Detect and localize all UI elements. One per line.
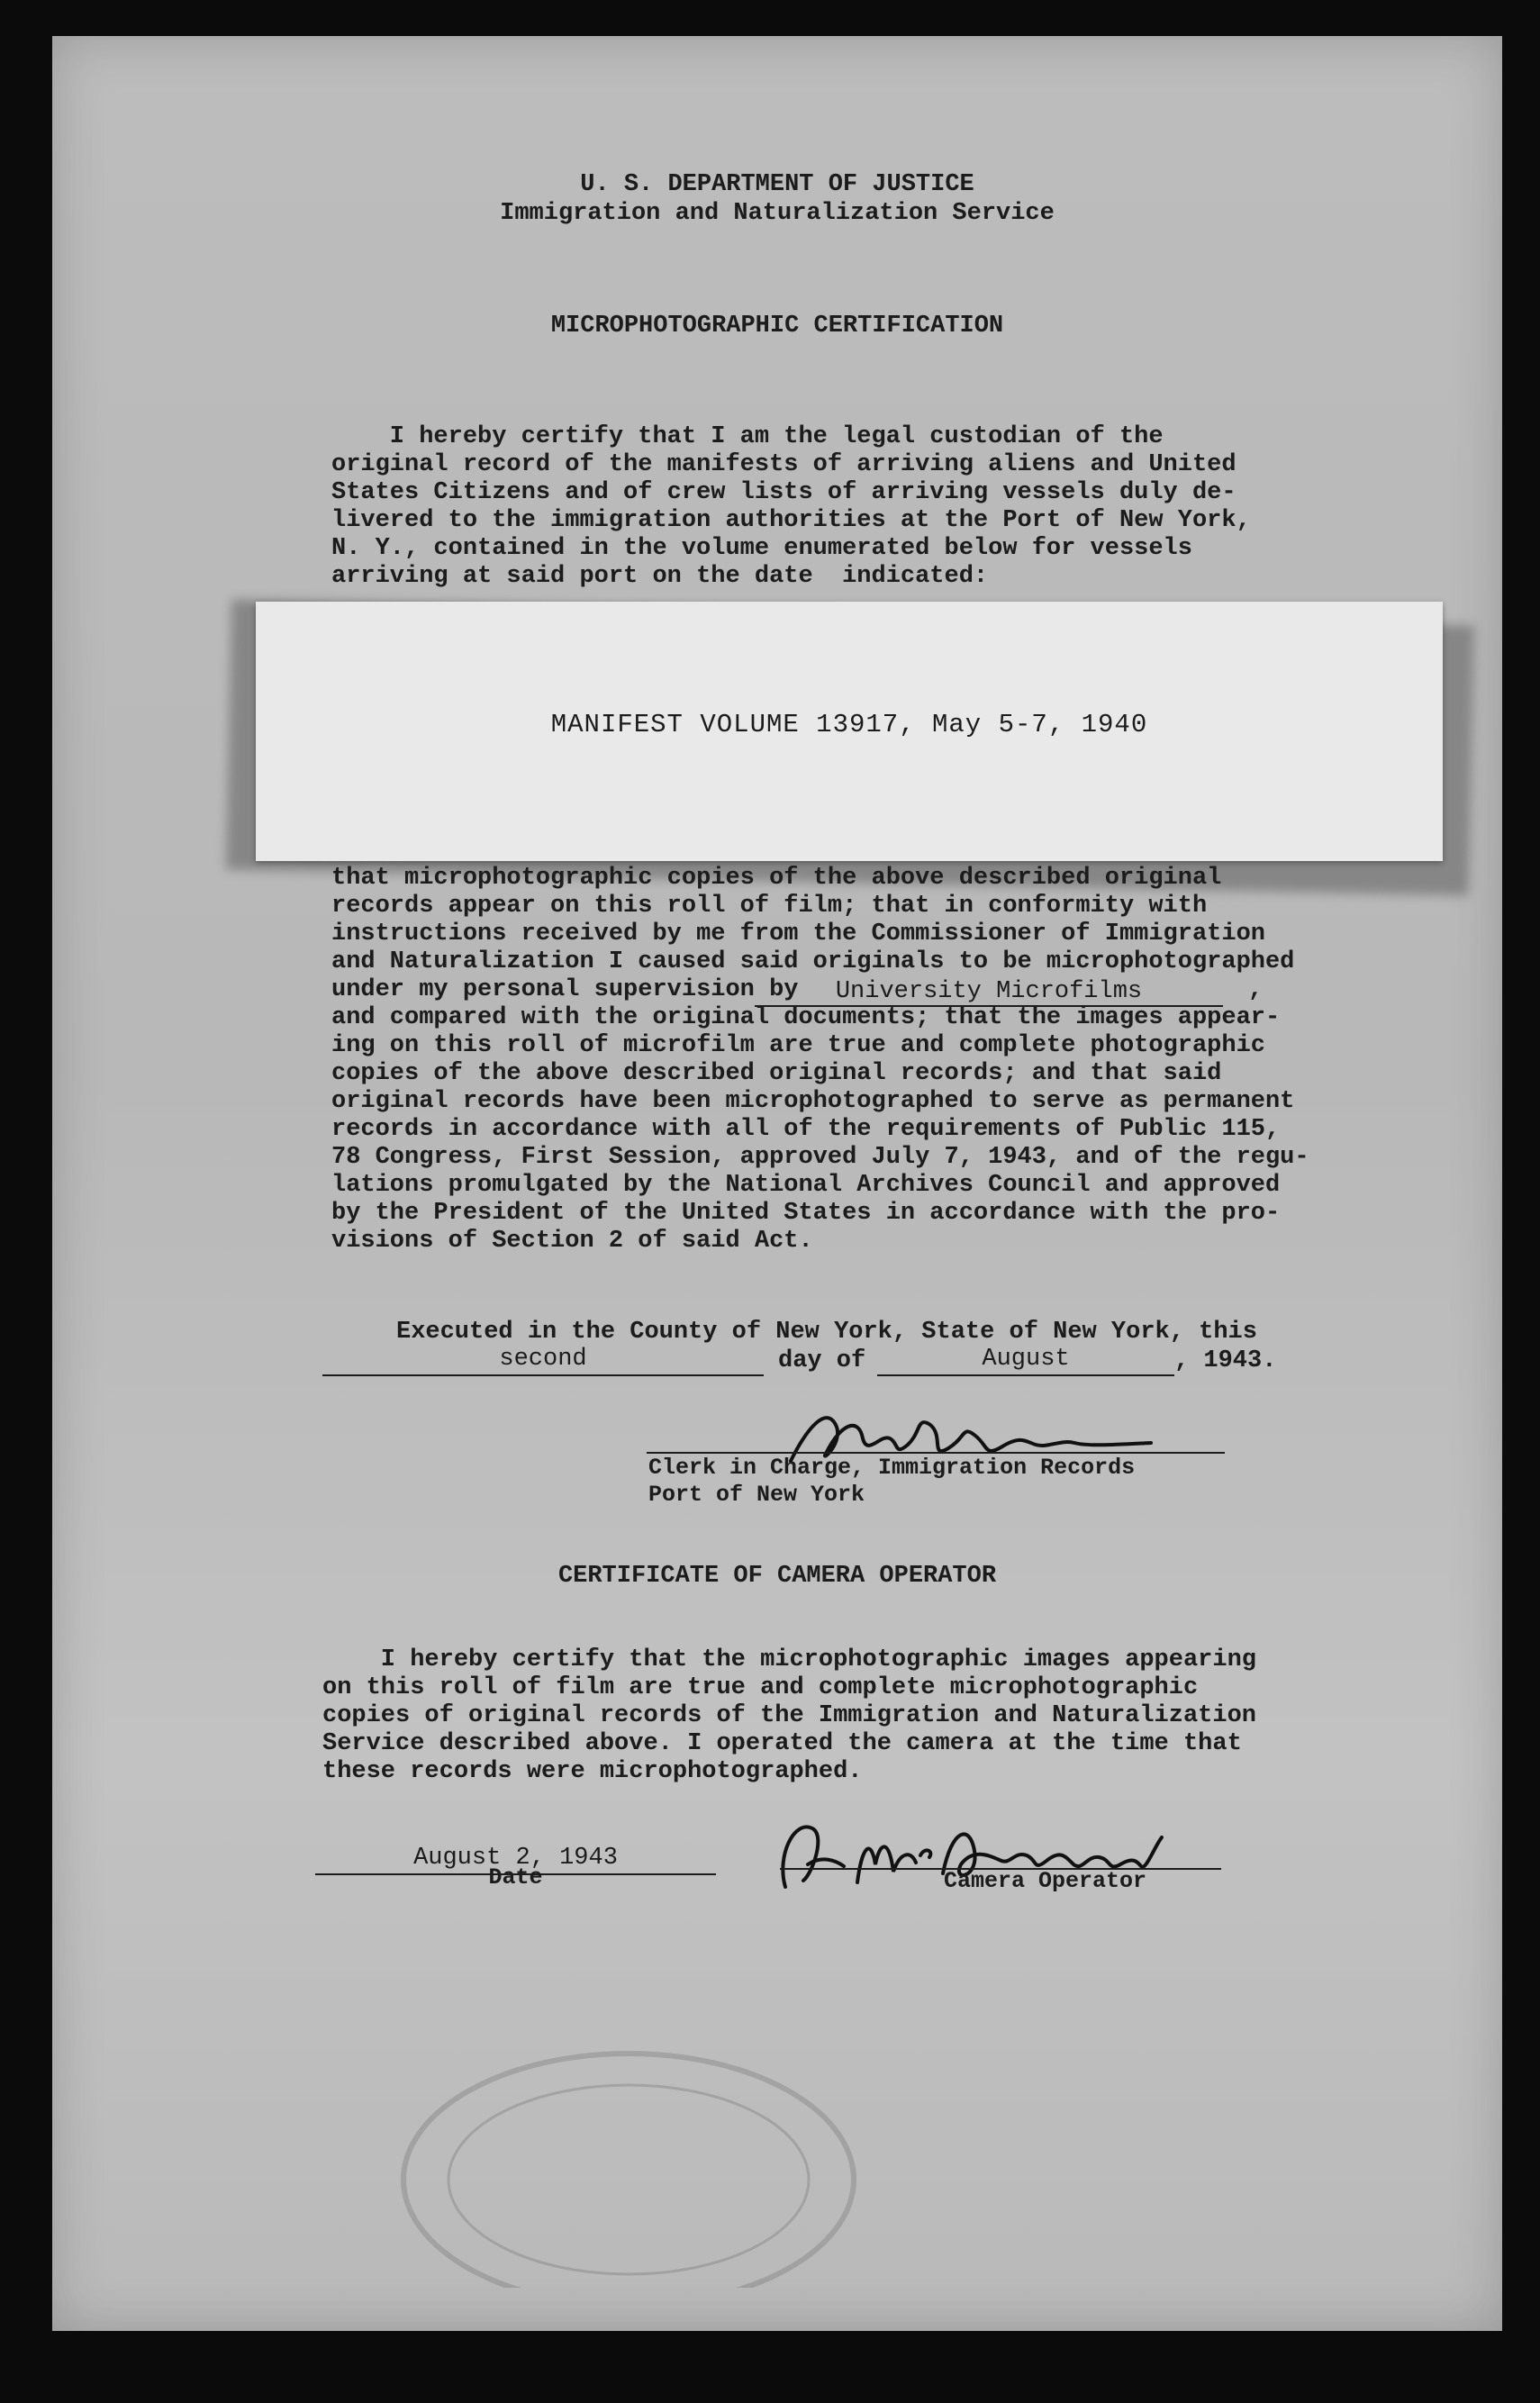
text-line: livered to the immigration authorities at the Port of New York, xyxy=(331,507,1251,534)
date-caption: Date xyxy=(488,1864,543,1891)
text-line: 78 Congress, First Session, approved July 7, 1943, and of the regu- xyxy=(331,1144,1309,1171)
supervisor-name: University Microfilms xyxy=(835,978,1143,1005)
text-line: arriving at said port on the date indicated: xyxy=(331,563,989,590)
text-line: visions of Section 2 of said Act. xyxy=(331,1228,813,1255)
text-line: and Naturalization I caused said originals to be microphotographed xyxy=(331,948,1295,975)
text-line: I hereby certify that I am the legal custodian of the xyxy=(331,423,1164,450)
text-line: original records have been microphotographed to serve as permanent xyxy=(331,1088,1295,1115)
clerk-port: Port of New York xyxy=(648,1482,865,1508)
year-text: , 1943. xyxy=(1174,1347,1277,1374)
month-rule xyxy=(877,1374,1174,1376)
text-line: by the President of the United States in accordance with the pro- xyxy=(331,1200,1281,1227)
text-line: lations promulgated by the National Archives Council and approved xyxy=(331,1172,1281,1199)
operator-caption: Camera Operator xyxy=(944,1868,1147,1894)
agency-heading: U. S. DEPARTMENT OF JUSTICE xyxy=(580,171,974,198)
month-value: August xyxy=(982,1346,1070,1373)
text-line: instructions received by me from the Commissioner of Immigration xyxy=(331,920,1265,948)
text-line: that microphotographic copies of the above described original xyxy=(331,865,1222,892)
text-line: under my personal supervision by xyxy=(331,976,799,1003)
text-line: Service described above. I operated the camera at the time that xyxy=(322,1730,1242,1757)
clerk-title: Clerk in Charge, Immigration Records xyxy=(648,1455,1136,1481)
service-heading: Immigration and Naturalization Service xyxy=(500,200,1055,227)
text-line: on this roll of film are true and complete microphotographic xyxy=(322,1674,1199,1701)
volume-label-text: MANIFEST VOLUME 13917, May 5-7, 1940 xyxy=(550,710,1148,739)
text-line: N. Y., contained in the volume enumerated below for vessels xyxy=(331,535,1192,562)
day-value: second xyxy=(499,1346,587,1373)
text-line: and compared with the original documents; that the images appear- xyxy=(331,1004,1281,1031)
text-line: records appear on this roll of film; that in conformity with xyxy=(331,893,1208,920)
clerk-signature-rule xyxy=(647,1452,1225,1454)
camera-certificate-title: CERTIFICATE OF CAMERA OPERATOR xyxy=(557,1563,997,1590)
text-line: records in accordance with all of the requirements of Public 115, xyxy=(331,1116,1281,1143)
certification-title: MICROPHOTOGRAPHIC CERTIFICATION xyxy=(550,313,1004,340)
text-line: I hereby certify that the microphotographic images appearing xyxy=(322,1646,1256,1673)
text-line: copies of the above described original records; and that said xyxy=(331,1060,1222,1087)
executed-line: Executed in the County of New York, State of New York, this xyxy=(396,1319,1257,1346)
text-line: ing on this roll of microfilm are true and complete photographic xyxy=(331,1032,1265,1059)
text-line: original record of the manifests of arriving aliens and United xyxy=(331,451,1237,478)
faded-stamp-mark xyxy=(376,2036,881,2288)
day-rule xyxy=(322,1374,764,1376)
text-line: States Citizens and of crew lists of arriving vessels duly de- xyxy=(331,479,1237,506)
day-of-text: day of xyxy=(778,1347,866,1374)
text-line: these records were microphotographed. xyxy=(322,1758,863,1785)
text-line: copies of original records of the Immigration and Naturalization xyxy=(322,1702,1256,1729)
document-page xyxy=(52,36,1502,2331)
operator-date-value: August 2, 1943 xyxy=(413,1845,618,1872)
supervisor-comma: , xyxy=(1248,976,1264,1003)
volume-label-slip xyxy=(256,602,1443,861)
